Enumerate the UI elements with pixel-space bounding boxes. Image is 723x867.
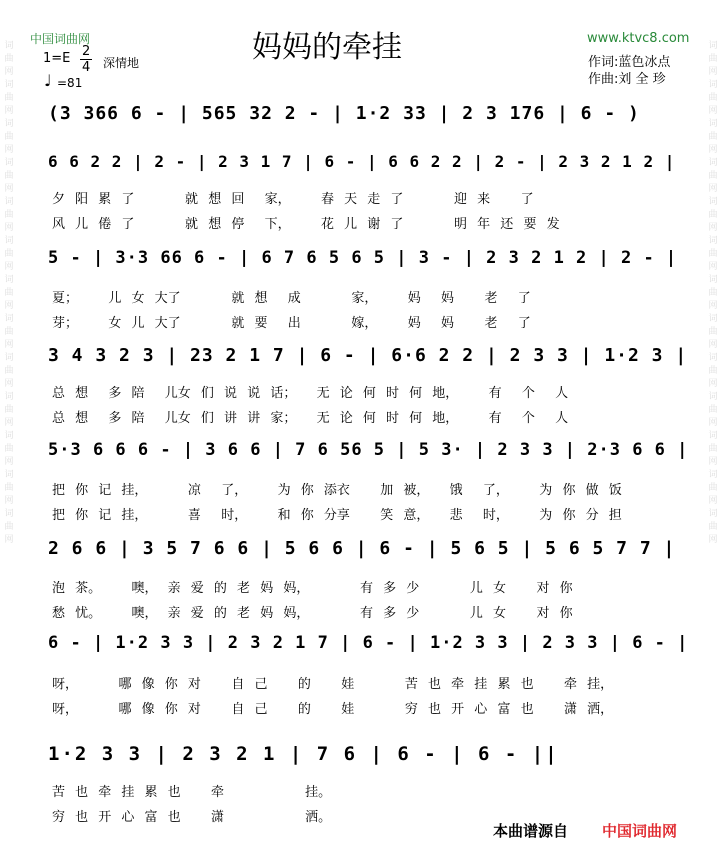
lyric-line-2b: 芽； 女 儿 大了 就 要 出 嫁， 妈 妈 老 了: [52, 316, 531, 331]
lyric-line-4b: 把 你 记 挂， 喜 时， 和 你 分享 笑 意， 悲 时， 为 你 分 担: [52, 508, 622, 523]
lyric-line-5b: 愁 忧。 噢， 亲 爱 的 老 妈 妈， 有 多 少 儿 女 对 你: [52, 606, 573, 621]
time-sig-top: 2: [82, 44, 91, 59]
lyricist: 作词:蓝色冰点: [588, 55, 671, 70]
lyric-line-3b: 总 想 多 陪 儿女 们 讲 讲 家； 无 论 何 时 何 地， 有 个 人: [52, 411, 569, 426]
lyric-line-7a: 苦 也 牵 挂 累 也 牵 挂。: [52, 785, 332, 800]
notation-line-4: 5·3 6 6 6 - | 3 6 6 | 7 6 56 5 | 5 3· | 2 3 3 | 2·3 6 6 |: [48, 440, 689, 460]
lyric-line-6a: 呀， 哪 像 你 对 自 己 的 娃 苦 也 牵 挂 累 也 牵 挂，: [52, 677, 614, 692]
quarter-note-icon: ♩: [44, 71, 52, 90]
notation-line-7: 1·2 3 3 | 2 3 2 1 | 7 6 | 6 - | 6 - ||: [48, 743, 559, 765]
notation-line-2: 5 - | 3·3 66 6 - | 6 7 6 5 6 5 | 3 - | 2 3 2 1 2 | 2 - |: [48, 248, 678, 268]
time-sig-bottom: 4: [82, 60, 91, 75]
lyric-line-6b: 呀， 哪 像 你 对 自 己 的 娃 穷 也 开 心 富 也 潇 洒，: [52, 702, 614, 717]
notation-line-intro: (3 366 6 - | 565 32 2 - | 1·2 33 | 2 3 176 | 6 - ): [48, 103, 640, 124]
lyric-line-1b: 风 儿 倦 了 就 想 停 下， 花 儿 谢 了 明 年 还 要 发: [52, 217, 560, 232]
lyric-line-2a: 夏； 儿 女 大了 就 想 成 家， 妈 妈 老 了: [52, 291, 531, 306]
lyric-line-5a: 泡 茶。 噢， 亲 爱 的 老 妈 妈， 有 多 少 儿 女 对 你: [52, 581, 573, 596]
page-title: 妈妈的牵挂: [252, 30, 402, 65]
side-watermark-left: 词曲网词曲网词曲网词曲网词曲网词曲网词曲网词曲网词曲网词曲网词曲网词曲网词曲网: [4, 41, 14, 545]
watermark-logo: 中国词曲网: [30, 32, 91, 46]
notation-line-5: 2 6 6 | 3 5 7 6 6 | 5 6 6 | 6 - | 5 6 5 | 5 6 5 7 7 |: [48, 538, 676, 559]
lyric-line-1a: 夕 阳 累 了 就 想 回 家， 春 天 走 了 迎 来 了: [52, 192, 534, 207]
composer: 作曲:刘 全 珍: [588, 72, 666, 87]
source-brand[interactable]: 中国词曲网: [602, 822, 678, 840]
source-label: 本曲谱源自: [493, 822, 569, 840]
site-url[interactable]: www.ktvc8.com: [587, 31, 690, 46]
tempo: =81: [57, 76, 83, 90]
notation-line-6: 6 - | 1·2 3 3 | 2 3 2 1 7 | 6 - | 1·2 3 3 | 2 3 3 | 6 - |: [48, 633, 689, 653]
expression-mark: 深情地: [103, 56, 140, 70]
key-signature: 1=E: [43, 51, 71, 66]
lyric-line-7b: 穷 也 开 心 富 也 潇 洒。: [52, 810, 332, 825]
notation-line-1: 6 6 2 2 | 2 - | 2 3 1 7 | 6 - | 6 6 2 2 | 2 - | 2 3 2 1 2 |: [48, 152, 676, 171]
side-watermark-right: 词曲网词曲网词曲网词曲网词曲网词曲网词曲网词曲网词曲网词曲网词曲网词曲网词曲网: [708, 41, 718, 545]
lyric-line-4a: 把 你 记 挂， 凉 了， 为 你 添衣 加 被， 饿 了， 为 你 做 饭: [52, 483, 622, 498]
notation-line-3: 3 4 3 2 3 | 23 2 1 7 | 6 - | 6·6 2 2 | 2 3 3 | 1·2 3 |: [48, 345, 688, 366]
lyric-line-3a: 总 想 多 陪 儿女 们 说 说 话； 无 论 何 时 何 地， 有 个 人: [52, 386, 569, 401]
